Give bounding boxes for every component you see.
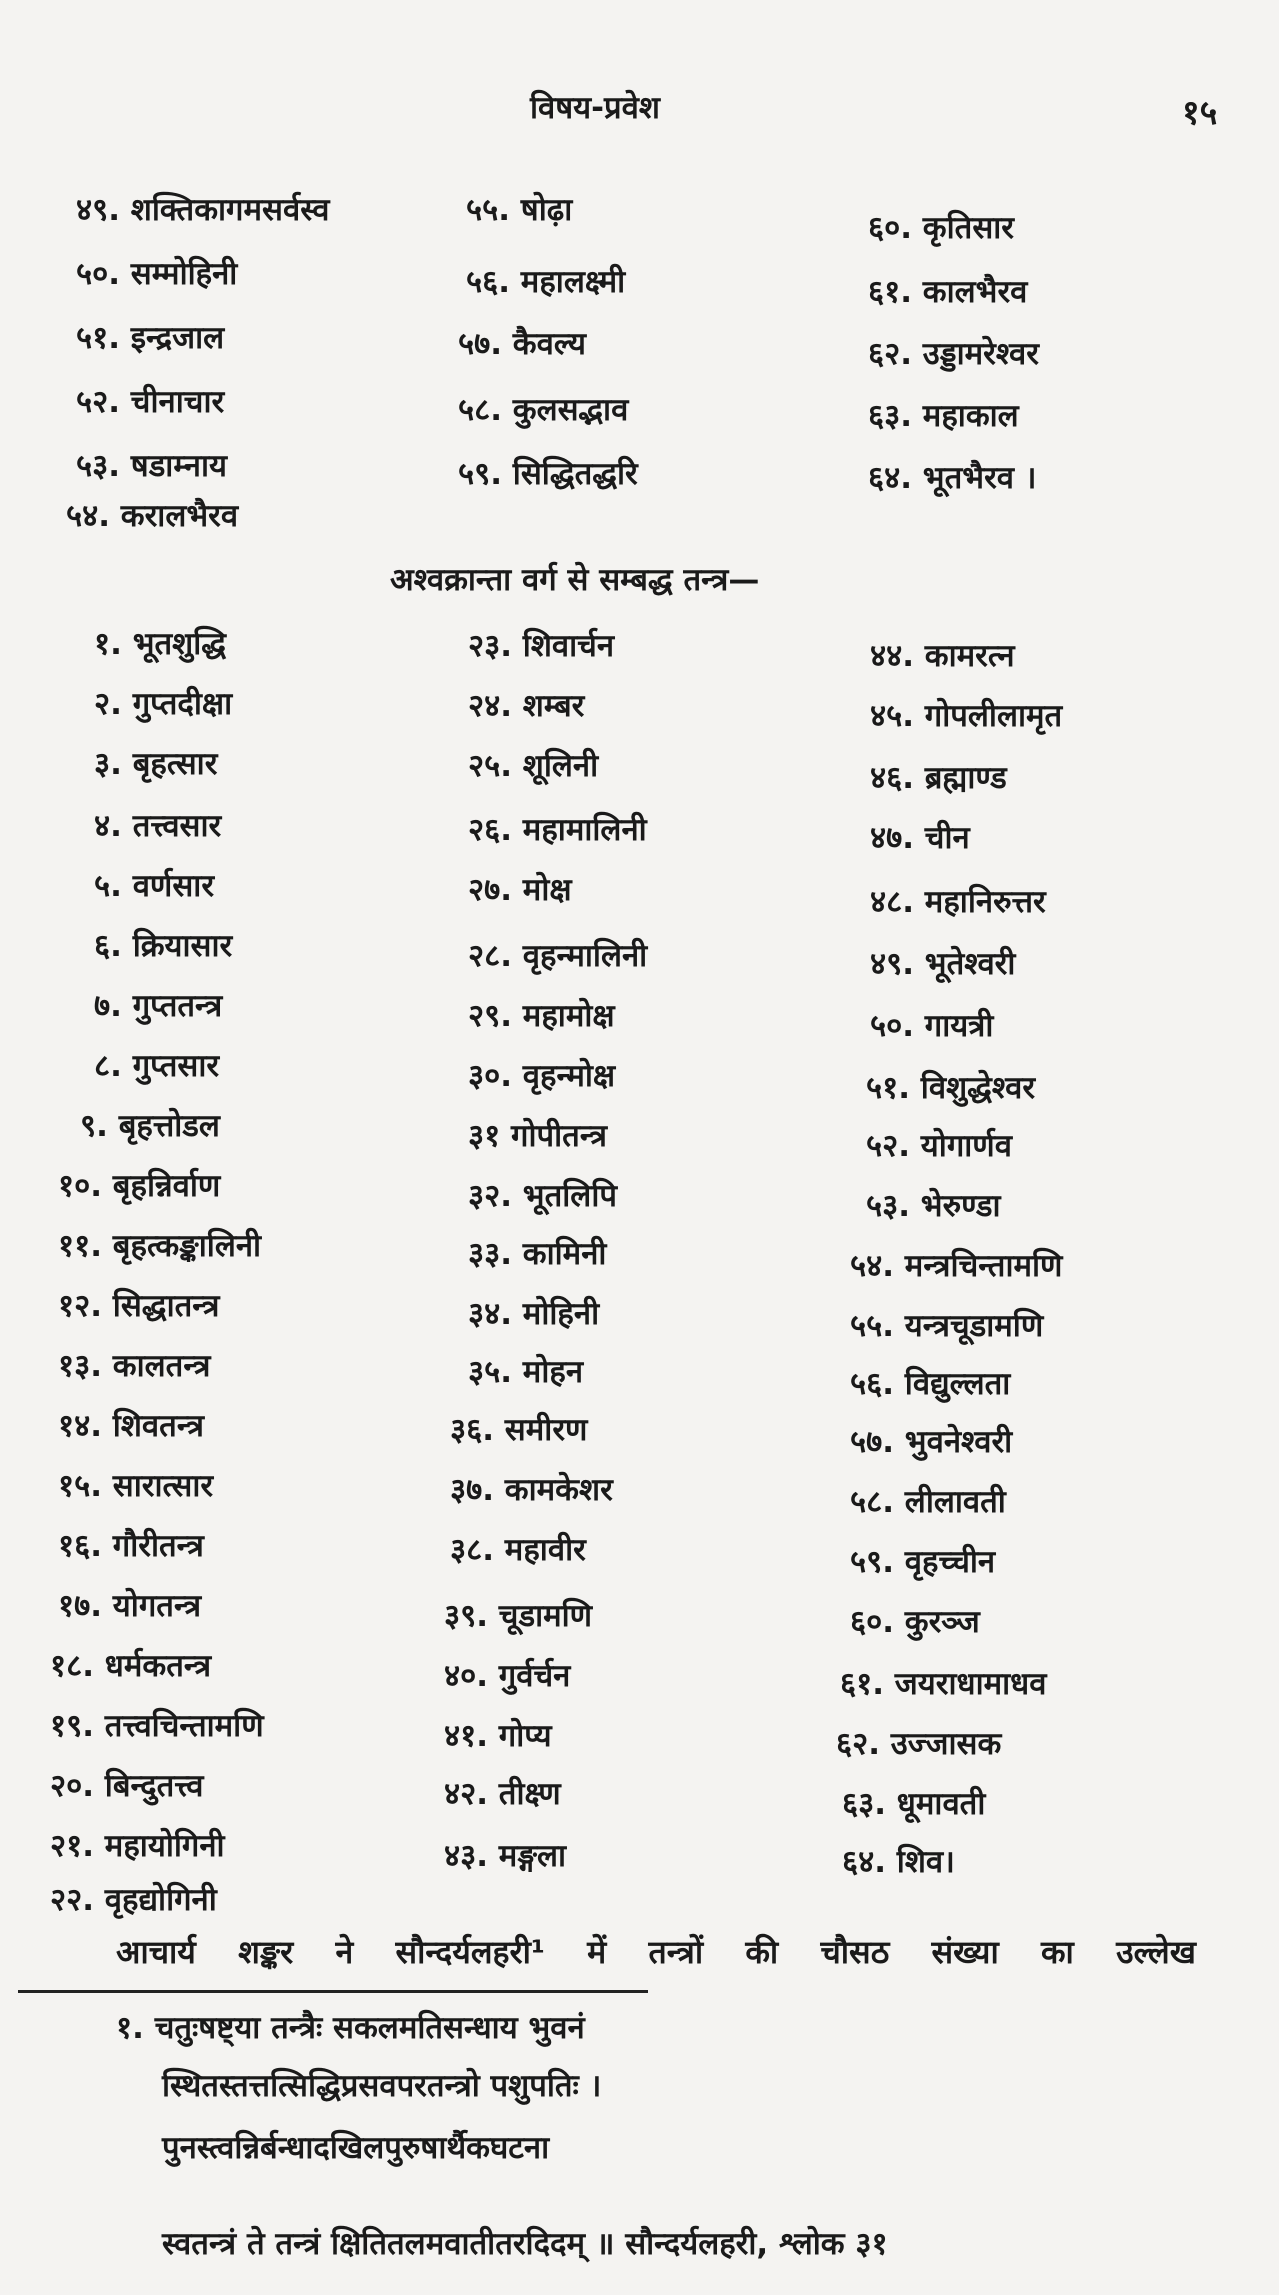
paragraph-word: का [1040,1933,1074,1971]
list-item: ६४. भूतभैरव । [868,460,1037,496]
section-heading: अश्वक्रान्ता वर्ग से सम्बद्ध तन्त्र— [390,562,760,598]
paragraph-word: की [745,1933,779,1971]
list-item: ५२. योगार्णव [866,1128,1012,1164]
list-item: ६२. उज्जासक [836,1726,1002,1762]
list-item: ५५. षोढ़ा [466,192,573,228]
list-item: ३१ गोपीतन्त्र [468,1118,608,1154]
list-item: ६०. कुरञ्ज [850,1604,980,1640]
paragraph-word: में [587,1933,607,1971]
list-item: १५. सारात्सार [58,1468,214,1504]
list-item: ११. बृहत्कङ्कालिनी [58,1228,262,1264]
list-item: ५३. षडाम्नाय [76,448,228,484]
list-item: ६१. कालभैरव [868,274,1028,310]
list-item: ३२. भूतलिपि [468,1178,617,1214]
list-item: ४८. महानिरुत्तर [870,884,1046,920]
page-number: १५ [1182,93,1218,133]
list-item: २२. वृहद्योगिनी [50,1882,217,1918]
list-item: २. गुप्तदीक्षा [94,686,233,722]
list-item: ६. क्रियासार [94,928,233,964]
list-item: ४१. गोप्य [444,1718,552,1754]
list-item: ३. बृहत्सार [94,746,218,782]
footnote-line: स्थितस्तत्तत्सिद्धिप्रसवपरतन्त्रो पशुपतिः । [162,2068,602,2104]
list-item: ६१. जयराधामाधव [840,1666,1047,1702]
paragraph-word: तन्त्रों [648,1933,704,1971]
list-item: २९. महामोक्ष [468,998,615,1034]
list-item: ५६. विद्युल्लता [850,1366,1011,1402]
list-item: ५१. विशुद्धेश्वर [866,1070,1036,1106]
list-item: ५०. सम्मोहिनी [76,256,238,292]
list-item: २८. वृहन्मालिनी [468,938,648,974]
paragraph-word: सौन्दर्यलहरी¹ [395,1933,545,1971]
list-item: ८. गुप्तसार [94,1048,220,1084]
footnote-line: १. चतुःषष्ट्या तन्त्रैः सकलमतिसन्धाय भुवनं [116,2010,585,2046]
paragraph-word: शङ्कर [238,1933,294,1971]
list-item: ३८. महावीर [450,1532,586,1568]
list-item: १०. बृहन्निर्वाण [58,1168,221,1204]
paragraph-word: संख्या [931,1933,999,1971]
list-item: ५३. भेरुण्डा [866,1188,1001,1224]
list-item: १९. तत्त्वचिन्तामणि [50,1708,264,1744]
list-item: ५४. मन्त्रचिन्तामणि [850,1248,1063,1284]
list-item: ६३. महाकाल [868,398,1019,434]
list-item: ५१. इन्द्रजाल [76,320,225,356]
list-item: ५. वर्णसार [94,868,215,904]
list-item: ४९. भूतेश्वरी [870,946,1016,982]
list-item: ६०. कृतिसार [868,210,1014,246]
list-item: ७. गुप्ततन्त्र [94,988,223,1024]
list-item: १८. धर्मकतन्त्र [50,1648,212,1684]
paragraph-word: ने [335,1933,354,1971]
paragraph-word: चौसठ [820,1933,890,1971]
page-header [0,86,1279,136]
list-item: ५८. लीलावती [850,1484,1006,1520]
paragraph-word: उल्लेख [1116,1933,1196,1971]
list-item: २७. मोक्ष [468,872,572,908]
list-item: ४३. मङ्गला [444,1838,567,1874]
list-item: ६४. शिव। [842,1844,955,1880]
list-item: ५७. भुवनेश्वरी [850,1424,1013,1460]
list-item: ४२. तीक्ष्ण [444,1776,561,1812]
list-item: २५. शूलिनी [468,748,599,784]
list-item: ३९. चूडामणि [444,1598,593,1634]
list-item: ५९. सिद्धितद्धरि [458,456,638,492]
list-item: ५४. करालभैरव [66,498,239,534]
list-item: २३. शिवार्चन [468,628,615,664]
footnote-line: स्वतन्त्रं ते तन्त्रं क्षितितलमवातीतरदिदम् ॥ सौन्दर्यलहरी, श्लोक ३१ [162,2226,888,2262]
list-item: ३३. कामिनी [468,1236,607,1272]
list-item: ४६. ब्रह्माण्ड [870,760,1007,796]
list-item: ४७. चीन [870,820,970,856]
list-item: ५९. वृहच्चीन [850,1544,996,1580]
list-item: ४५. गोपलीलामृत [870,698,1063,734]
list-item: १४. शिवतन्त्र [58,1408,205,1444]
list-item: ५६. महालक्ष्मी [466,264,626,300]
list-item: ५५. यन्त्रचूडामणि [850,1308,1044,1344]
list-item: ४. तत्त्वसार [94,808,222,844]
paragraph-word: आचार्य [116,1933,196,1971]
list-item: १२. सिद्धातन्त्र [58,1288,220,1324]
list-item: ६३. धूमावती [842,1786,986,1822]
list-item: १६. गौरीतन्त्र [58,1528,204,1564]
footnote-line: पुनस्त्वन्निर्बन्धादखिलपुरुषार्थैकघटना [162,2130,550,2166]
list-item: ५०. गायत्री [870,1008,994,1044]
list-item: ५७. कैवल्य [458,326,586,362]
list-item: २६. महामालिनी [468,812,647,848]
list-item: ३७. कामकेशर [450,1472,613,1508]
list-item: ९. बृहत्तोडल [80,1108,220,1144]
list-item: ५२. चीनाचार [76,384,225,420]
running-title: विषय-प्रवेश [530,90,660,126]
footnote-rule [18,1990,648,1993]
list-item: ६२. उड्डामरेश्वर [868,336,1039,372]
list-item: ४९. शक्तिकागमसर्वस्व [76,192,330,228]
list-item: ३४. मोहिनी [468,1296,600,1332]
list-item: ४०. गुर्वर्चन [444,1658,571,1694]
list-item: ३६. समीरण [450,1412,588,1448]
list-item: २१. महायोगिनी [50,1828,225,1864]
list-item: १३. कालतन्त्र [58,1348,211,1384]
list-item: ४४. कामरत्न [870,638,1015,674]
body-paragraph [116,1930,1196,1973]
list-item: ३०. वृहन्मोक्ष [468,1058,616,1094]
list-item: ५८. कुलसद्भाव [458,392,629,428]
list-item: २४. शम्बर [468,688,585,724]
list-item: २०. बिन्दुतत्त्व [50,1768,204,1804]
list-item: १७. योगतन्त्र [58,1588,202,1624]
list-item: १. भूतशुद्धि [94,626,227,662]
list-item: ३५. मोहन [468,1354,584,1390]
